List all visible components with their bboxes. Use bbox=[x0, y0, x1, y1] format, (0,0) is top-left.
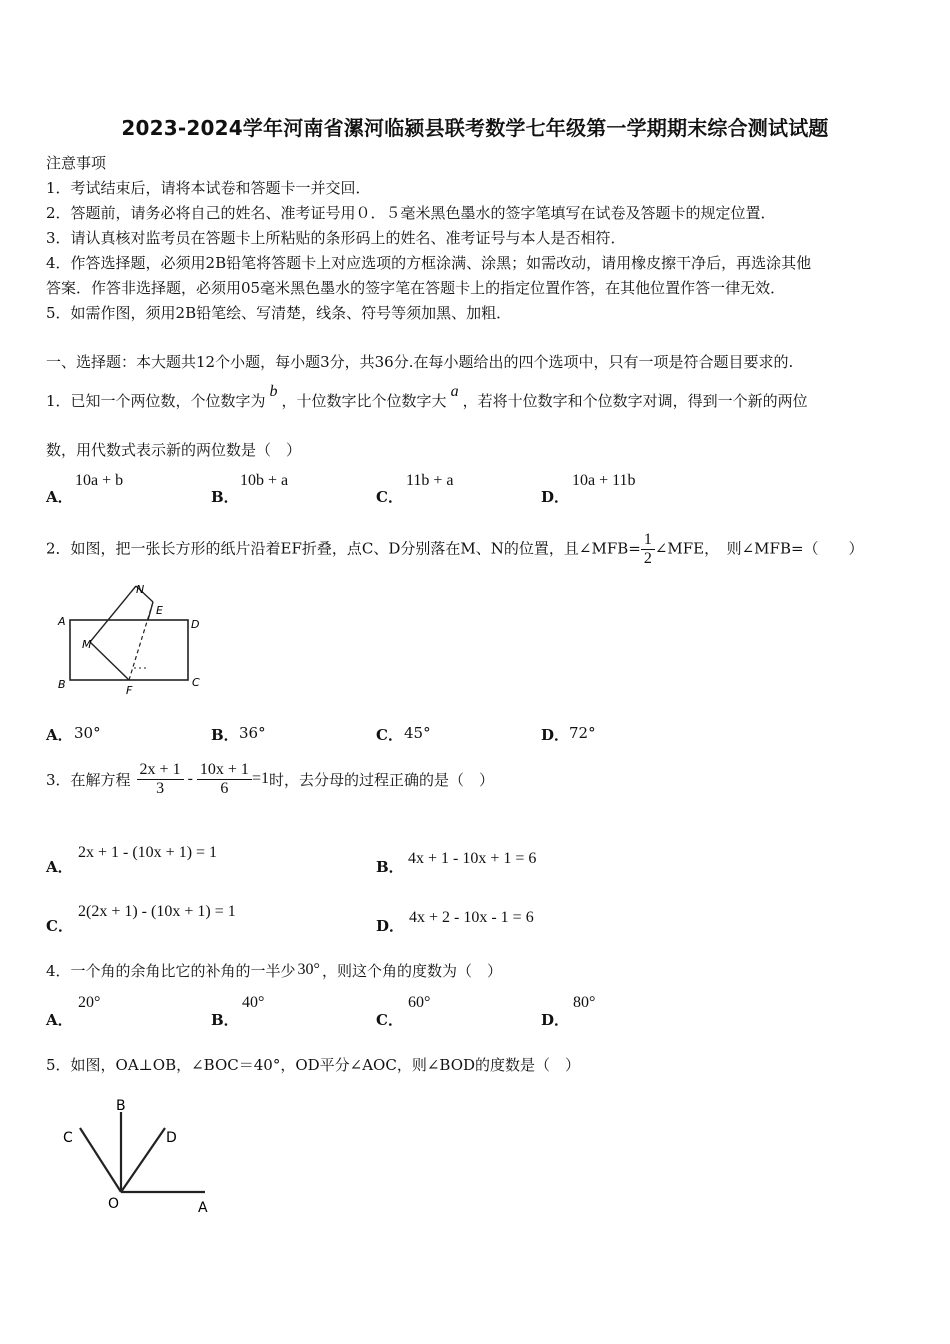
q4-option-c-label[interactable]: C． bbox=[376, 1011, 403, 1029]
fig-label: M bbox=[82, 638, 92, 651]
q4-option-b-label[interactable]: B． bbox=[211, 1011, 239, 1029]
fig-label: B bbox=[116, 1098, 126, 1114]
question-1-line2: 数，用代数式表示新的两位数是（ ） bbox=[46, 441, 302, 459]
q2-option-c-label[interactable]: C． bbox=[376, 726, 403, 744]
q1-option-c-label[interactable]: C． bbox=[376, 488, 403, 506]
q2-option-a[interactable]: 30° bbox=[74, 724, 101, 742]
var-b: b bbox=[269, 383, 278, 400]
fraction-2: $\frac{10x + 1}{6}$ bbox=[197, 761, 252, 798]
question-3: 3．在解方程 $\frac{2x + 1}{3}$ - $\frac{10x + 1}{6}$ =1 时，去分母的过程正确的是（ ） bbox=[46, 760, 494, 797]
fig-label: D bbox=[166, 1130, 177, 1146]
fig-label: A bbox=[198, 1200, 208, 1216]
q3-option-c-label[interactable]: C． bbox=[46, 917, 73, 935]
page-title: 2023-2024学年河南省漯河临颍县联考数学七年级第一学期期末综合测试试题 bbox=[121, 116, 829, 140]
note-item: 答案．作答非选择题，必须用05毫米黑色墨水的签字笔在答题卡上的指定位置作答，在其他位置作答一律无效． bbox=[46, 279, 786, 297]
q3-option-a-label[interactable]: A． bbox=[46, 858, 73, 876]
q3-option-d-label[interactable]: D． bbox=[376, 917, 405, 935]
fig-label: C bbox=[63, 1130, 73, 1146]
note-item: 1．考试结束后，请将本试卷和答题卡一并交回． bbox=[46, 179, 371, 197]
q1-option-c[interactable]: 11b + a bbox=[406, 472, 454, 489]
q3-option-d[interactable]: 4x + 2 - 10x - 1 = 6 bbox=[409, 909, 534, 926]
q3-option-a[interactable]: 2x + 1 - (10x + 1) = 1 bbox=[78, 844, 218, 861]
fig-label: D bbox=[191, 618, 200, 631]
q3-option-b[interactable]: 4x + 1 - 10x + 1 = 6 bbox=[408, 850, 537, 867]
q1-option-b-label[interactable]: B． bbox=[211, 488, 239, 506]
q2-option-a-label[interactable]: A． bbox=[46, 726, 73, 744]
note-item: 2．答题前，请务必将自己的姓名、准考证号用０．５毫米黑色墨水的签字笔填写在试卷及答题卡的规定位置． bbox=[46, 204, 776, 222]
q4-option-d-label[interactable]: D． bbox=[541, 1011, 570, 1029]
fig-label: O bbox=[108, 1196, 120, 1212]
fig-label: N bbox=[136, 583, 145, 596]
question-1: 1．已知一个两位数，个位数字为b，十位数字比个位数字大a，若将十位数字和个位数字对调，得到一个新的两位 bbox=[46, 383, 808, 410]
angle-figure bbox=[55, 1090, 225, 1220]
note-item: 4．作答选择题，必须用2B铅笔将答题卡上对应选项的方框涂满、涂黑；如需改动，请用橡皮擦干净后，再选涂其他 bbox=[46, 254, 812, 272]
q2-option-c[interactable]: 45° bbox=[404, 724, 431, 742]
fig-label: A bbox=[58, 615, 66, 628]
question-4: 4．一个角的余角比它的补角的一半少 30° ，则这个角的度数为（ ） bbox=[46, 961, 502, 980]
q2-option-d[interactable]: 72° bbox=[569, 724, 596, 742]
q1-option-d[interactable]: 10a + 11b bbox=[572, 472, 636, 489]
q3-option-b-label[interactable]: B． bbox=[376, 858, 404, 876]
note-item: 5．如需作图，须用2B铅笔绘、写清楚，线条、符号等须加黑、加粗． bbox=[46, 304, 512, 322]
fig-label: C bbox=[192, 676, 200, 689]
notes-heading: 注意事项 bbox=[46, 154, 107, 172]
fraction-one-half: $\frac{1}{2}$ bbox=[641, 531, 655, 568]
q4-option-b[interactable]: 40° bbox=[242, 994, 265, 1011]
q1-option-a-label[interactable]: A． bbox=[46, 488, 73, 506]
var-a: a bbox=[450, 383, 459, 400]
folded-rectangle-figure bbox=[50, 580, 210, 702]
q2-option-b-label[interactable]: B． bbox=[211, 726, 239, 744]
question-5: 5．如图，OA⊥OB，∠BOC＝40°，OD平分∠AOC，则∠BOD的度数是（ ） bbox=[46, 1056, 581, 1074]
note-item: 3．请认真核对监考员在答题卡上所粘贴的条形码上的姓名、准考证号与本人是否相符． bbox=[46, 229, 626, 247]
fig-label: F bbox=[126, 684, 133, 697]
q2-option-d-label[interactable]: D． bbox=[541, 726, 570, 744]
section-heading: 一、选择题：本大题共12个小题，每小题3分，共36分.在每小题给出的四个选项中，只有一项是符合题目要求的. bbox=[46, 353, 794, 371]
question-2: 2．如图，把一张长方形的纸片沿着EF折叠，点C、D分别落在M、N的位置，且∠MFB= $\frac{1}{2}$ ∠MFE， 则∠MFB=（ ） bbox=[46, 531, 864, 567]
q3-option-c[interactable]: 2(2x + 1) - (10x + 1) = 1 bbox=[78, 903, 236, 920]
fig-label: E bbox=[156, 604, 163, 617]
q1-option-b[interactable]: 10b + a bbox=[240, 472, 289, 489]
q4-option-a-label[interactable]: A． bbox=[46, 1011, 73, 1029]
q1-option-d-label[interactable]: D． bbox=[541, 488, 570, 506]
q2-option-b[interactable]: 36° bbox=[239, 724, 266, 742]
q1-option-a[interactable]: 10a + b bbox=[75, 472, 124, 489]
q4-option-d[interactable]: 80° bbox=[573, 994, 596, 1011]
q4-option-a[interactable]: 20° bbox=[78, 994, 101, 1011]
fraction-1: $\frac{2x + 1}{3}$ bbox=[137, 761, 184, 798]
q4-option-c[interactable]: 60° bbox=[408, 994, 431, 1011]
fig-label: B bbox=[58, 678, 66, 691]
